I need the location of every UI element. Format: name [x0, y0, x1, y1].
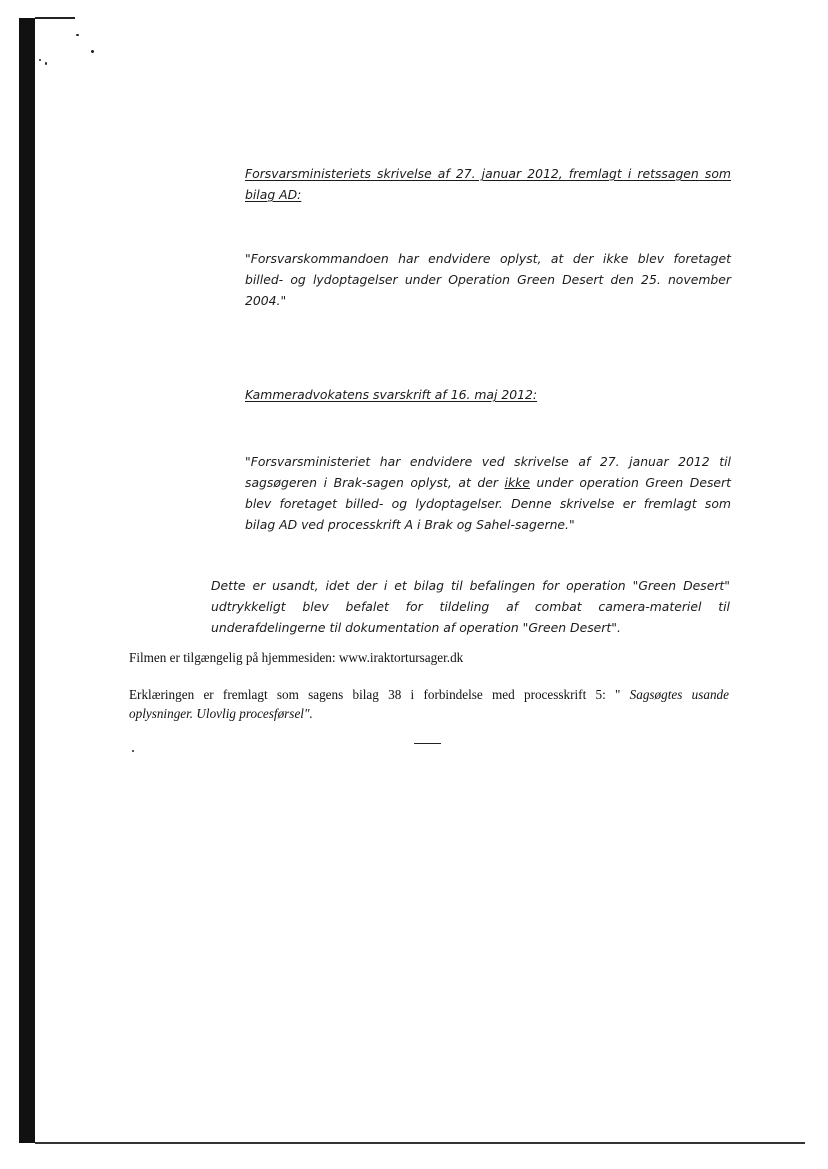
declaration-line1-italic: Sagsøgtes usande: [629, 687, 729, 702]
section1-heading-line2: bilag AD:: [245, 187, 302, 202]
statement-line1: Dette er usandt, idet der i et bilag til befalingen for operation "Green Desert": [211, 578, 730, 593]
film-note-text: Filmen er tilgængelig på hjemmesiden: www.iraktortursager.dk: [129, 650, 464, 665]
section1-heading-line1: Forsvarsministeriets skrivelse af 27. januar 2012, fremlagt i retssagen som: [245, 166, 731, 181]
section2-heading: [245, 384, 731, 405]
section2-heading-text: Kammeradvokatens svarskrift af 16. maj 2012:: [245, 387, 538, 402]
section2-quote-line2-pre: sagsøgeren i Brak-sagen oplyst, at der: [245, 475, 505, 490]
section1-quote-line2: billed- og lydoptagelser under Operation Green Desert den 25. november: [245, 272, 731, 287]
scan-speck: [91, 50, 94, 53]
scan-speck: [132, 750, 134, 752]
section2-quote-line2-post: under operation Green Desert: [529, 475, 731, 490]
declaration-paragraph: [129, 685, 729, 723]
section1-heading: [245, 163, 731, 205]
section2-quote: [245, 451, 731, 535]
statement-line2: udtrykkeligt blev befalet for tildeling af combat camera-materiel til: [211, 599, 730, 614]
section2-quote-line3: blev foretaget billed- og lydoptagelser. Denne skrivelse er fremlagt som: [245, 496, 731, 511]
film-note: [129, 648, 729, 667]
scan-border-top: [35, 17, 75, 19]
section2-quote-line4: bilag AD ved processkrift A i Brak og Sahel-sagerne.": [245, 517, 575, 532]
section1-quote-line3: 2004.": [245, 293, 287, 308]
section2-quote-line2: [245, 472, 731, 493]
section2-quote-line1: "Forsvarsministeriet har endvidere ved skrivelse af 27. januar 2012 til: [245, 454, 731, 469]
declaration-line1: [129, 685, 729, 704]
statement-paragraph: [211, 575, 730, 638]
scan-speck: [39, 59, 41, 61]
end-rule: [414, 743, 441, 744]
scan-border-left: [19, 18, 35, 1143]
section2-quote-underlined-word: ikke: [504, 475, 530, 490]
declaration-line1-pre: Erklæringen er fremlagt som sagens bilag 38 i forbindelse med processkrift 5: ": [129, 687, 630, 702]
scan-speck: [45, 62, 47, 65]
section1-quote-line1: "Forsvarskommandoen har endvidere oplyst, at der ikke blev foretaget: [245, 251, 731, 266]
declaration-line2-italic: oplysninger. Ulovlig procesførsel".: [129, 706, 313, 721]
section1-quote: [245, 248, 731, 311]
statement-line3: underafdelingerne til dokumentation af operation "Green Desert".: [211, 620, 621, 635]
scan-border-bottom: [35, 1142, 805, 1144]
declaration-line2: [129, 704, 729, 723]
scan-speck: [76, 34, 79, 36]
